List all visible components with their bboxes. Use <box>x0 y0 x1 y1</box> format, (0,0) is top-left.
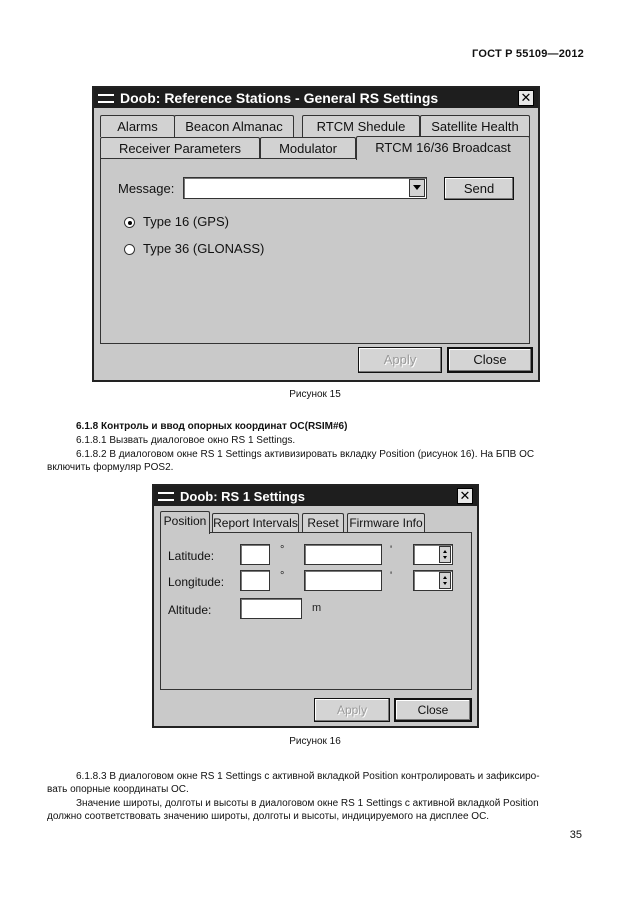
figure16-caption: Рисунок 16 <box>289 736 341 747</box>
paragraph-values-line2: должно соответствовать значению широты, долготы и высоты, индицируемого на дисплее ОС. <box>47 811 490 822</box>
dialog2-titlebar[interactable] <box>154 486 477 506</box>
tab-label: Receiver Parameters <box>118 141 242 156</box>
close-icon[interactable]: ✕ <box>457 488 473 504</box>
close-button[interactable]: Close <box>447 347 533 373</box>
section-heading: 6.1.8 Контроль и ввод опорных координат ОС(RSIM#6) <box>76 421 348 432</box>
longitude-minutes-input[interactable] <box>304 570 382 591</box>
system-menu-icon[interactable] <box>158 492 174 501</box>
latitude-hemisphere-input[interactable] <box>413 544 453 565</box>
apply-button[interactable]: Apply <box>314 698 390 722</box>
tab-rtcm-16-36-broadcast[interactable] <box>356 136 530 160</box>
tab-firmware-info[interactable] <box>347 513 425 533</box>
tab-rtcm-shedule[interactable] <box>302 115 420 137</box>
tab-report-intervals[interactable] <box>212 513 299 533</box>
message-label: Message: <box>118 181 175 196</box>
document-header: ГОСТ Р 55109—2012 <box>472 48 584 60</box>
dialog1-title: Doob: Reference Stations - General RS Settings <box>120 90 439 106</box>
dialog1-titlebar[interactable] <box>94 88 538 108</box>
paragraph-6183-line2: вать опорные координаты ОС. <box>47 784 189 795</box>
rs1-settings-dialog <box>152 484 479 728</box>
close-button[interactable]: Close <box>394 698 472 722</box>
longitude-degrees-input[interactable] <box>240 570 270 591</box>
tab-label: Beacon Almanac <box>185 119 283 134</box>
paragraph-6182-line1: 6.1.8.2 В диалоговом окне RS 1 Settings активизировать вкладку Position (рисунок 16). На БПВ ОС <box>76 449 535 460</box>
longitude-label: Longitude: <box>168 575 225 589</box>
message-select[interactable] <box>183 177 427 199</box>
latitude-label: Latitude: <box>168 549 215 563</box>
spinner-icon[interactable] <box>439 546 451 563</box>
altitude-label: Altitude: <box>168 603 212 617</box>
page-number: 35 <box>569 829 582 841</box>
altitude-unit: m <box>312 602 322 614</box>
tab-label: Position <box>163 514 207 528</box>
dialog2-title: Doob: RS 1 Settings <box>180 488 305 504</box>
tab-label: Report Intervals <box>213 516 298 530</box>
tab-label: Modulator <box>279 141 337 156</box>
tab-label: RTCM 16/36 Broadcast <box>375 140 511 155</box>
tab-label: Reset <box>307 516 339 530</box>
longitude-minute-symbol: ' <box>390 570 393 582</box>
paragraph-values-line1: Значение широты, долготы и высоты в диалоговом окне RS 1 Settings с активной вкладкой Position <box>76 798 539 809</box>
latitude-degree-symbol: ° <box>280 544 285 556</box>
apply-button[interactable]: Apply <box>358 347 442 373</box>
close-icon[interactable]: ✕ <box>518 90 534 106</box>
paragraph-6181: 6.1.8.1 Вызвать диалоговое окно RS 1 Settings. <box>76 435 296 446</box>
tab-beacon-almanac[interactable] <box>174 115 294 137</box>
altitude-input[interactable] <box>240 598 302 619</box>
tab-label: RTCM Shedule <box>316 119 406 134</box>
latitude-minutes-input[interactable] <box>304 544 382 565</box>
latitude-minute-symbol: ' <box>390 544 393 556</box>
paragraph-6183-line1: 6.1.8.3 В диалоговом окне RS 1 Settings с активной вкладкой Position контролировать и зафиксиро- <box>76 771 540 782</box>
radio-type16[interactable] <box>124 217 135 228</box>
radio-type36-label: Type 36 (GLONASS) <box>143 241 265 256</box>
tab-label: Satellite Health <box>431 119 519 134</box>
longitude-degree-symbol: ° <box>280 570 285 582</box>
latitude-degrees-input[interactable] <box>240 544 270 565</box>
tab-modulator[interactable] <box>260 137 356 159</box>
radio-type16-label: Type 16 (GPS) <box>143 214 229 229</box>
tab-alarms[interactable] <box>100 115 175 137</box>
figure15-caption: Рисунок 15 <box>289 389 341 400</box>
tab-reset[interactable] <box>302 513 344 533</box>
general-rs-settings-dialog <box>92 86 540 382</box>
longitude-hemisphere-input[interactable] <box>413 570 453 591</box>
chevron-down-icon[interactable] <box>409 179 425 197</box>
tab-label: Firmware Info <box>349 516 423 530</box>
tab-position[interactable] <box>160 511 210 534</box>
system-menu-icon[interactable] <box>98 94 114 103</box>
send-button[interactable]: Send <box>444 177 514 200</box>
radio-type36[interactable] <box>124 244 135 255</box>
tab-satellite-health[interactable] <box>420 115 530 137</box>
tab-label: Alarms <box>117 119 158 134</box>
spinner-icon[interactable] <box>439 572 451 589</box>
paragraph-6182-line2: включить формуляр POS2. <box>47 462 174 473</box>
tab-receiver-parameters[interactable] <box>100 137 260 159</box>
